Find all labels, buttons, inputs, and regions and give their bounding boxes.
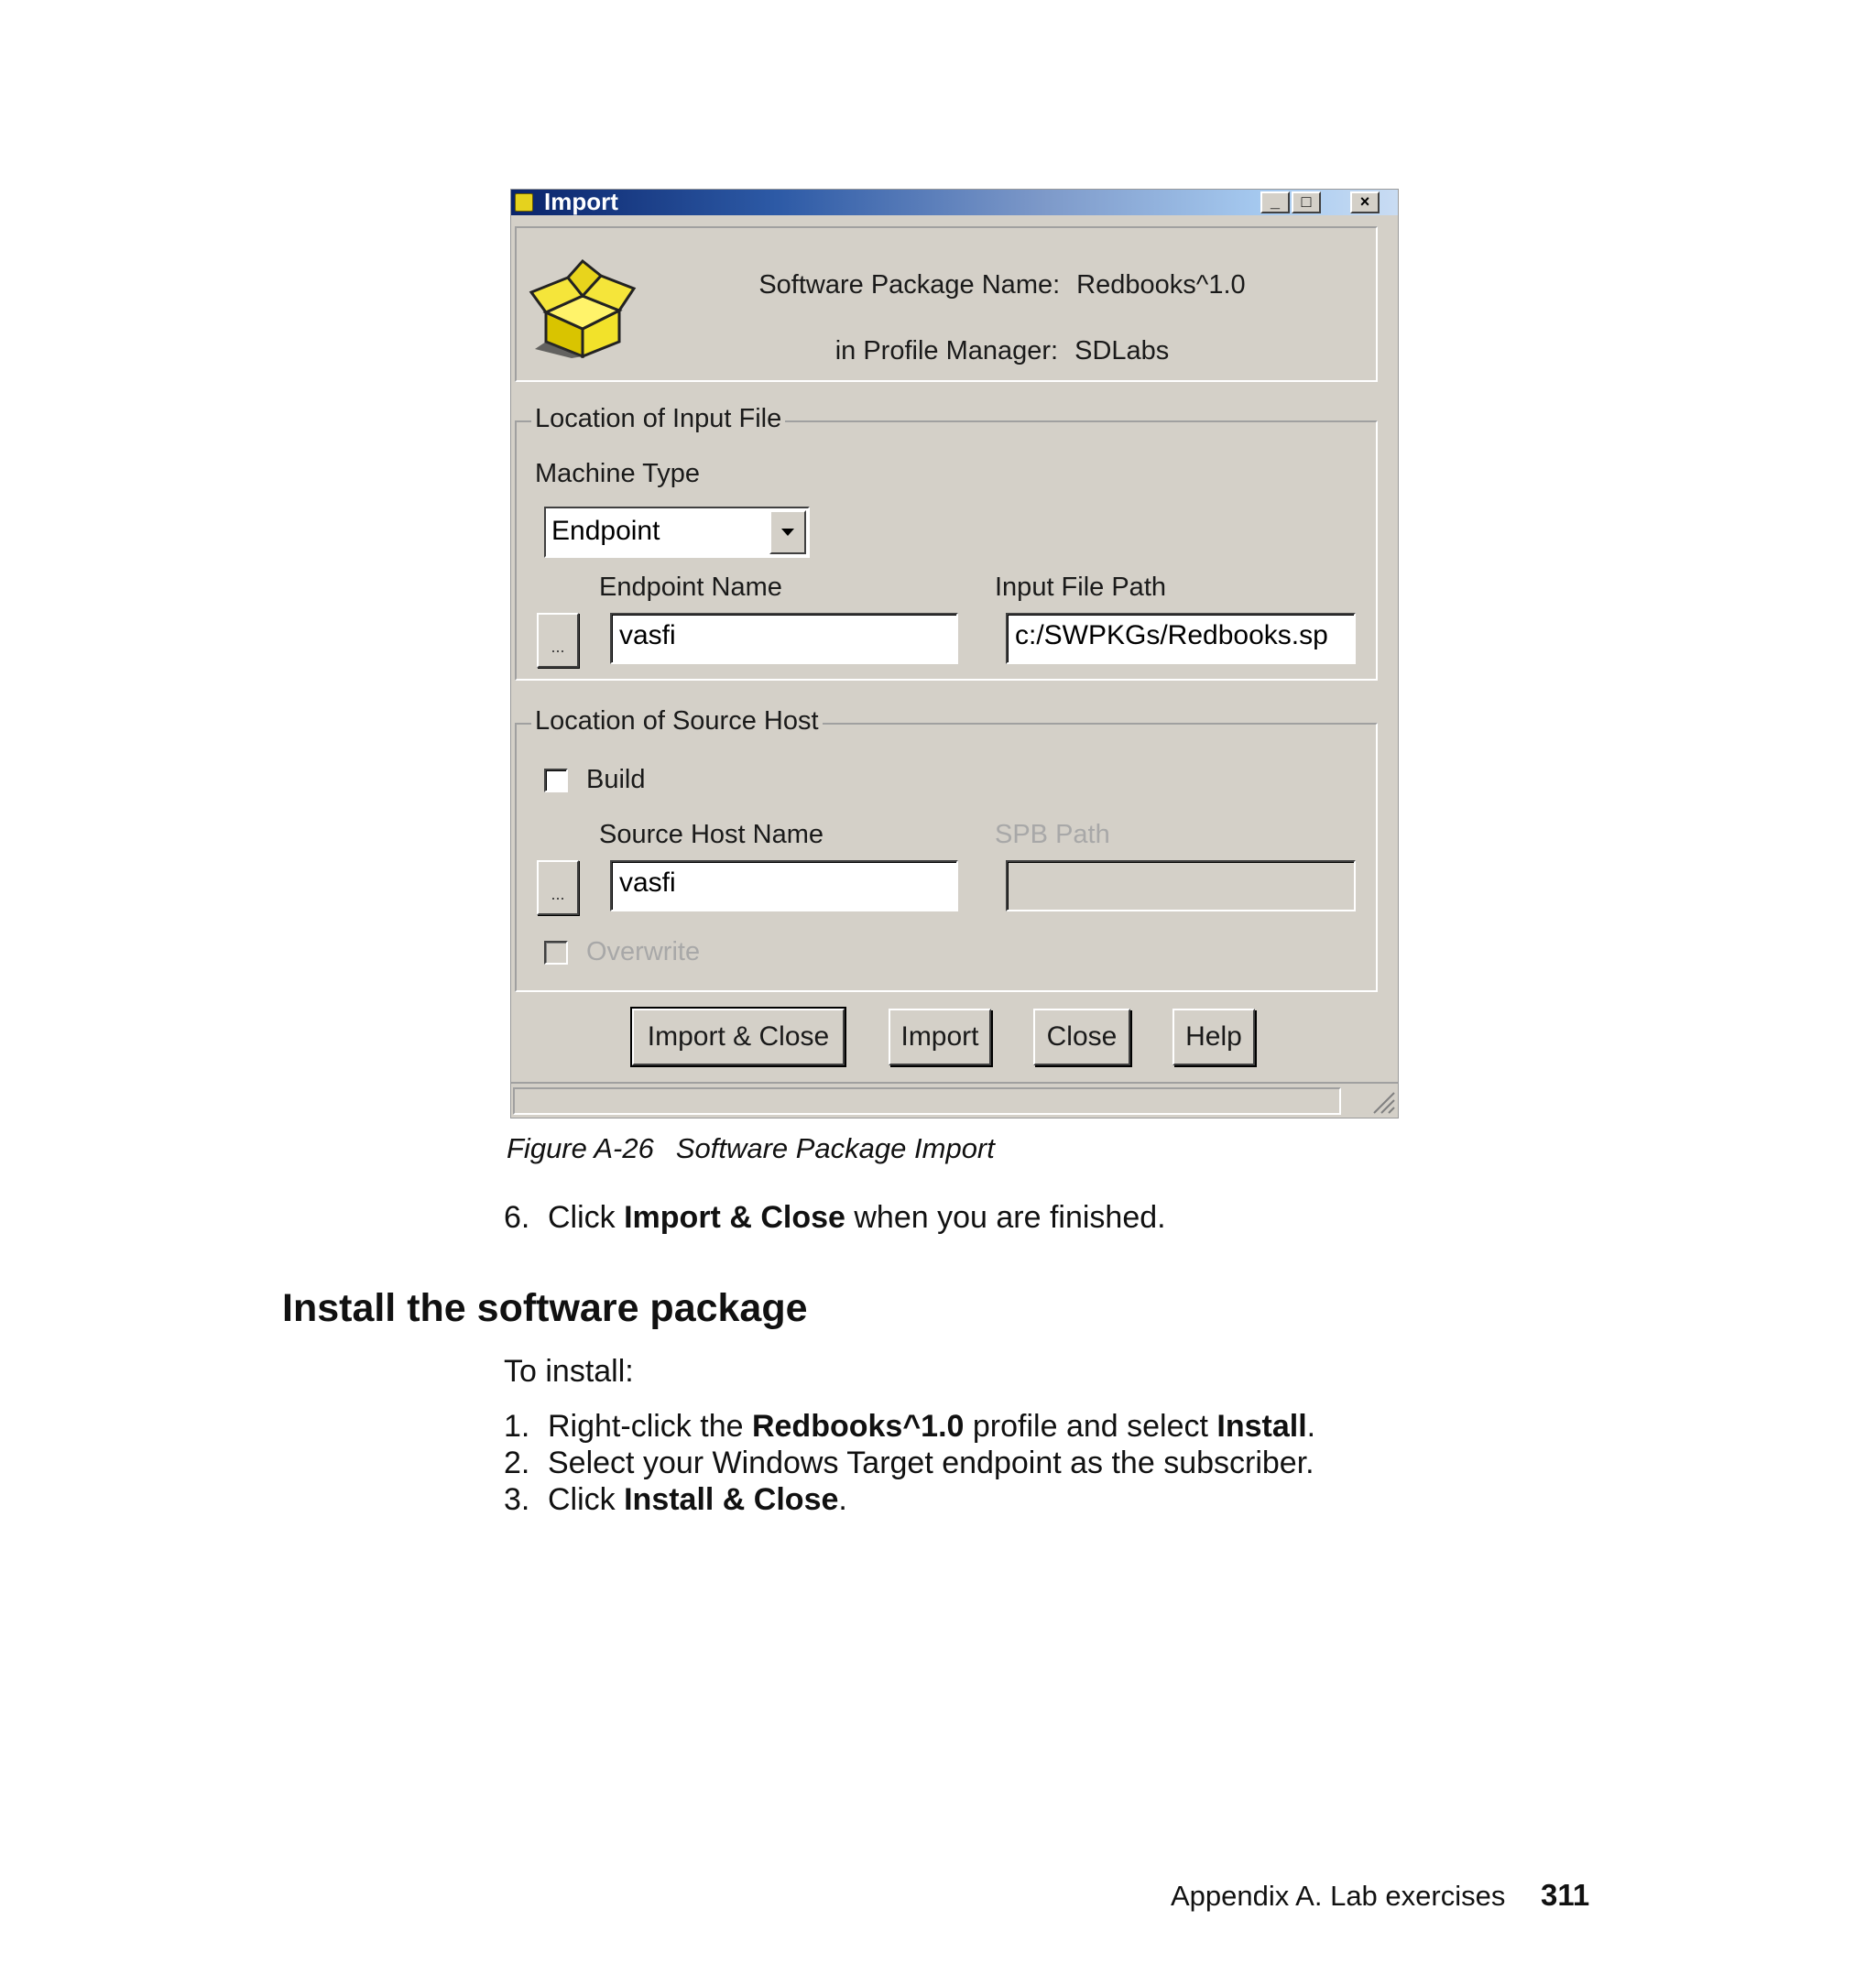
status-panel: [513, 1087, 1341, 1115]
section-intro: To install:: [504, 1354, 634, 1389]
profile-manager-value: SDLabs: [1074, 336, 1170, 366]
machine-type-value: Endpoint: [551, 516, 660, 546]
machine-type-label: Machine Type: [535, 459, 701, 488]
source-host-name-label: Source Host Name: [599, 820, 823, 849]
input-file-group-legend: Location of Input File: [531, 404, 785, 434]
import-button[interactable]: Import: [889, 1009, 991, 1065]
window-title: Import: [544, 188, 618, 215]
app-icon: [515, 193, 533, 212]
endpoint-name-input[interactable]: vasfi: [610, 613, 958, 664]
install-step-2: 2. Select your Windows Target endpoint as the subscriber.: [504, 1446, 1314, 1480]
endpoint-browse-button[interactable]: ...: [537, 613, 579, 668]
help-button[interactable]: Help: [1172, 1009, 1255, 1065]
install-step-3: 3. Click Install & Close.: [504, 1482, 847, 1517]
source-host-name-input[interactable]: vasfi: [610, 860, 958, 911]
resize-grip-icon[interactable]: [1369, 1087, 1396, 1115]
spb-path-input: [1006, 860, 1356, 911]
profile-manager-label: in Profile Manager:: [834, 336, 1059, 366]
input-file-group: [515, 404, 1378, 681]
source-host-group-legend: Location of Source Host: [531, 706, 823, 737]
step-6: 6. Click Import & Close when you are finished.: [504, 1200, 1166, 1235]
package-info-panel: [515, 226, 1378, 382]
machine-type-select[interactable]: [544, 507, 810, 558]
status-bar: [511, 1082, 1398, 1117]
source-host-browse-button[interactable]: ...: [537, 860, 579, 915]
package-name-value: Redbooks^1.0: [1076, 270, 1246, 300]
input-file-path-label: Input File Path: [995, 573, 1166, 602]
software-package-icon: [528, 257, 638, 358]
page-number: 311: [1541, 1878, 1590, 1912]
section-heading: Install the software package: [282, 1286, 808, 1330]
close-window-button[interactable]: ×: [1350, 191, 1380, 213]
import-dialog: [510, 189, 1399, 1118]
input-file-path-input[interactable]: c:/SWPKGs/Redbooks.sp: [1006, 613, 1356, 664]
source-host-group: [515, 706, 1378, 992]
figure-caption: [507, 1132, 995, 1165]
overwrite-checkbox: [544, 941, 568, 965]
build-checkbox[interactable]: [544, 769, 568, 792]
maximize-button[interactable]: □: [1292, 191, 1321, 213]
spb-path-label: SPB Path: [995, 820, 1110, 849]
figure-number: Figure A-26: [507, 1132, 654, 1164]
figure-title: Software Package Import: [675, 1132, 995, 1164]
overwrite-label: Overwrite: [586, 937, 701, 966]
import-close-button[interactable]: Import & Close: [632, 1009, 845, 1065]
title-bar[interactable]: [511, 190, 1398, 215]
chevron-down-icon[interactable]: [769, 510, 806, 554]
minimize-button[interactable]: _: [1260, 191, 1290, 213]
close-button[interactable]: Close: [1033, 1009, 1130, 1065]
endpoint-name-label: Endpoint Name: [599, 573, 782, 602]
footer-chapter: Appendix A. Lab exercises: [1171, 1880, 1506, 1912]
build-label: Build: [586, 765, 646, 794]
install-step-1: 1. Right-click the Redbooks^1.0 profile and select Install.: [504, 1409, 1316, 1444]
package-name-label: Software Package Name:: [758, 270, 1061, 300]
